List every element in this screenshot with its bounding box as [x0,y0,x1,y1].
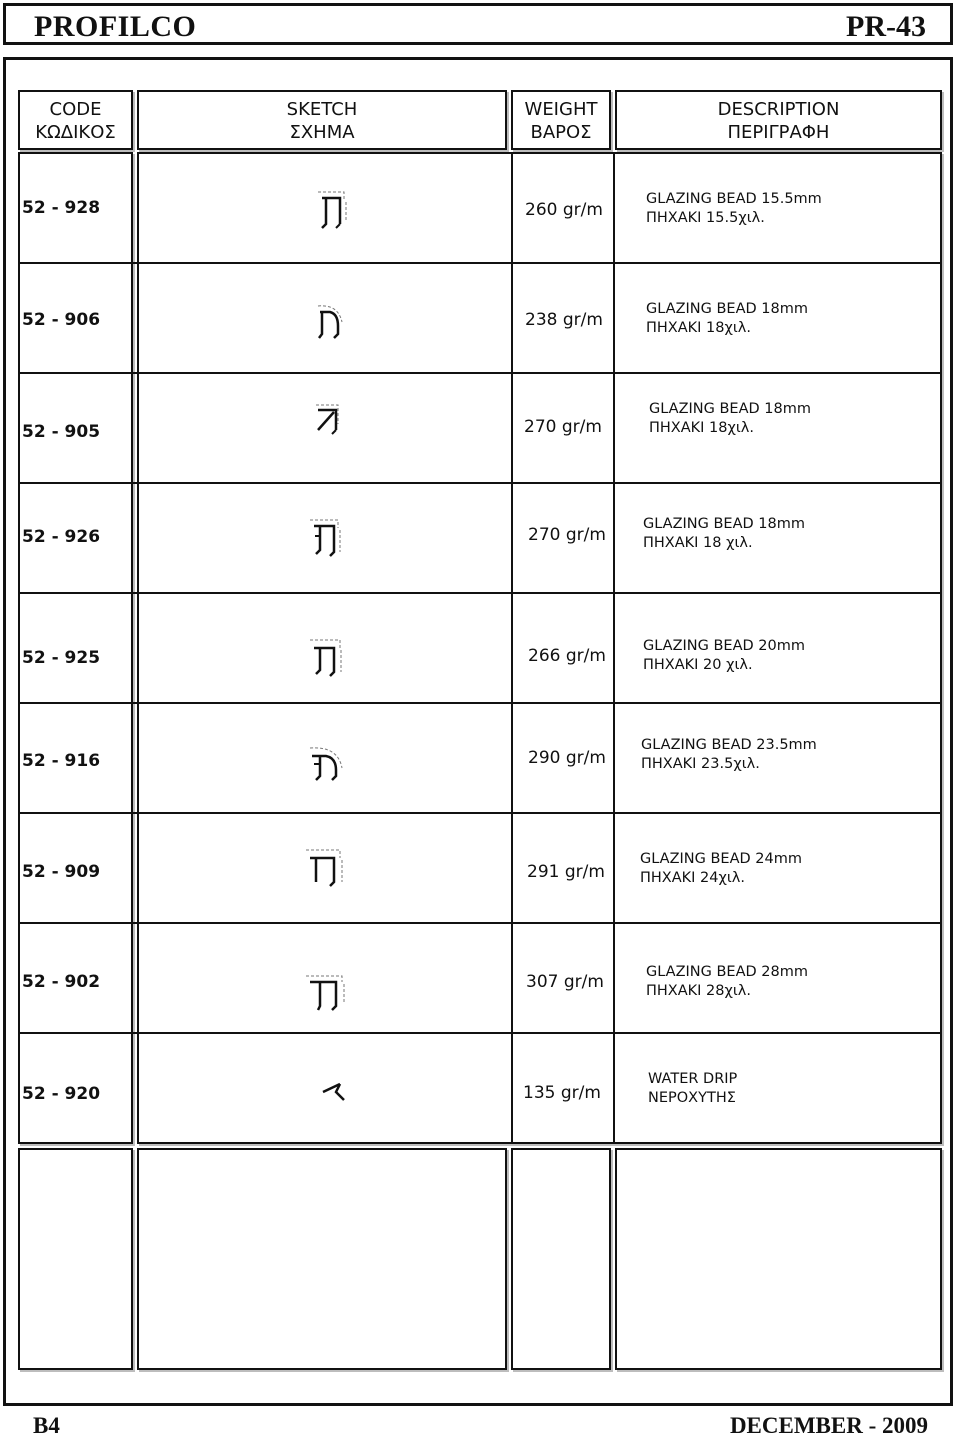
rounded-glazing-bead-profile-icon [306,742,352,788]
description [640,850,802,888]
product-code: 52 - 920 [22,1084,101,1104]
description [648,1070,737,1108]
column-header-description-en: DESCRIPTION [717,99,840,120]
empty-sketch-cell [137,1148,507,1370]
description-gr: ΠΗΧΑΚΙ 24χιλ. [640,870,745,886]
product-code: 52 - 906 [22,310,101,330]
weight-value: 291 gr/m [527,862,605,882]
column-header-code-en: CODE [49,99,102,120]
empty-code-cell [18,1148,133,1370]
weight-value: 270 gr/m [528,525,606,545]
description [643,637,805,675]
weight-value: 266 gr/m [528,646,606,666]
water-drip-profile-icon [320,1080,350,1104]
description-en: GLAZING BEAD 18mm [649,401,811,417]
description-en: GLAZING BEAD 23.5mm [641,737,817,753]
bevel-glazing-bead-profile-icon [312,402,352,438]
description-en: GLAZING BEAD 15.5mm [646,191,822,207]
rounded-glazing-bead-profile-icon [312,300,358,346]
description [649,400,811,438]
description-gr: ΠΗΧΑΚΙ 28χιλ. [646,983,751,999]
page-code: PR-43 [846,10,926,43]
description [646,300,808,338]
product-code: 52 - 925 [22,648,101,668]
description [641,736,817,774]
column-header-sketch-gr: ΣΧΗΜΑ [289,122,355,143]
description-en: GLAZING BEAD 28mm [646,964,808,980]
column-header-code-gr: ΚΩΔΙΚΟΣ [35,122,116,143]
description [646,190,822,228]
column-header-description-gr: ΠΕΡΙΓΡΑΦΗ [727,122,830,143]
weight-value: 135 gr/m [523,1083,601,1103]
weight-value: 238 gr/m [525,310,603,330]
description [646,963,808,1001]
product-code: 52 - 926 [22,527,101,547]
empty-description-cell [615,1148,942,1370]
weight-value: 307 gr/m [526,972,604,992]
weight-value: 270 gr/m [524,417,602,437]
description-en: GLAZING BEAD 24mm [640,851,802,867]
glazing-bead-profile-icon [312,188,358,234]
glazing-bead-profile-icon [304,846,350,892]
empty-weight-cell [511,1148,611,1370]
column-header-weight-en: WEIGHT [524,99,598,120]
weight-value: 260 gr/m [525,200,603,220]
footer-date: DECEMBER - 2009 [729,1413,928,1438]
glazing-bead-profile-icon [306,516,352,562]
glazing-bead-profile-icon [306,636,352,682]
description-gr: ΠΗΧΑΚΙ 15.5χιλ. [646,210,765,226]
description-en: GLAZING BEAD 18mm [646,301,808,317]
description-gr: ΠΗΧΑΚΙ 18χιλ. [646,320,751,336]
description-gr: ΝΕΡΟΧΥΤΗΣ [648,1090,736,1106]
glazing-bead-profile-icon [304,972,350,1016]
description-en: GLAZING BEAD 18mm [643,516,805,532]
footer-page-label: B4 [33,1413,60,1438]
product-code: 52 - 916 [22,751,101,771]
product-code: 52 - 902 [22,972,101,992]
product-code: 52 - 909 [22,862,101,882]
product-code: 52 - 905 [22,422,101,442]
description-en: GLAZING BEAD 20mm [643,638,805,654]
column-header-sketch-en: SKETCH [286,99,358,120]
description [643,515,805,553]
description-gr: ΠΗΧΑΚΙ 18 χιλ. [643,535,753,551]
product-code: 52 - 928 [22,198,101,218]
description-gr: ΠΗΧΑΚΙ 20 χιλ. [643,657,753,673]
weight-value: 290 gr/m [528,748,606,768]
column-header-weight-gr: ΒΑΡΟΣ [530,122,592,143]
description-gr: ΠΗΧΑΚΙ 23.5χιλ. [641,756,760,772]
description-en: WATER DRIP [648,1071,738,1087]
brand-title: PROFILCO [34,10,197,43]
description-gr: ΠΗΧΑΚΙ 18χιλ. [649,420,754,436]
